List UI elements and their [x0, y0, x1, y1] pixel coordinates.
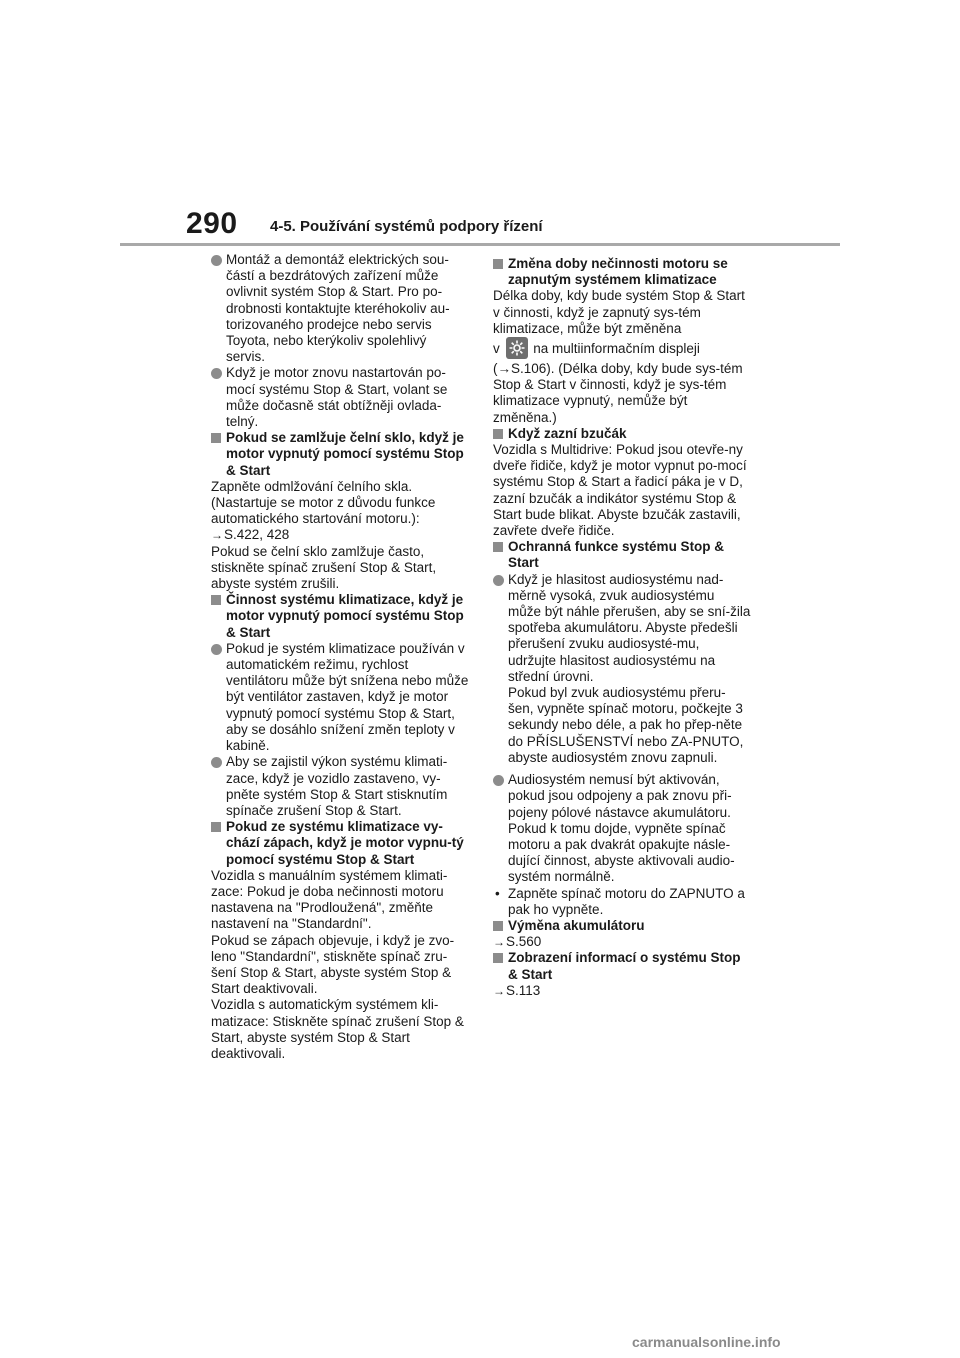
- page-reference: [493, 934, 751, 950]
- bullet-item: Když je motor znovu nastartován po-mocí systému Stop & Start, volant se může dočasně stát obtížněji ovlada-telný.: [211, 365, 469, 430]
- section-heading: Ochranná funkce systému Stop & Start: [493, 539, 751, 571]
- paragraph: Vozidla s manuálním systémem klimati-zace: Pokud je doba nečinnosti motoru nastavena na "Prodloužená", změňte nastavení na "Standardní".: [211, 867, 448, 932]
- section-heading: Pokud se zamlžuje čelní sklo, když je motor vypnutý pomocí systému Stop & Start: [211, 430, 469, 479]
- inline-text: v: [493, 341, 500, 357]
- paragraph: Délka doby, kdy bude systém Stop & Start v činnosti, když je zapnutý sys-tém klimatizace, může být změněna: [493, 288, 745, 336]
- section-title: 4-5. Používání systémů podpory řízení: [270, 218, 543, 235]
- paragraph: Vozidla s Multidrive: Pokud jsou otevře-ny dveře řidiče, když je motor vypnut po-mocí systému Stop & Start a řadicí páka je v D, zazní bzučák a indikátor systému Stop & Start bude blikat. Abyste bzučák zastavili, zavřete dveře řidiče.: [493, 442, 747, 539]
- page-number: 290: [186, 207, 238, 240]
- bullet-item: Audiosystém nemusí být aktivován, pokud jsou odpojeny a pak znovu při-pojeny pólové nástavce akumulátoru. Pokud k tomu dojde, vypněte spínač motoru a pak dvakrát opakujte násle-dující činnost, abyste aktivovali audio-systém normálně.: [493, 772, 751, 885]
- page-reference: [211, 527, 469, 543]
- bullet-item: Když je hlasitost audiosystému nad-měrně vysoká, zvuk audiosystému může být náhle přerušen, aby se sní-žila spotřeba akumulátoru. Abyste předešli přerušení zvuku audiosysté-mu, udržujte hlasitost audiosystému na střední úrovni.: [493, 572, 751, 685]
- section-heading: Výměna akumulátoru: [493, 918, 751, 934]
- right-column: [493, 252, 751, 999]
- section-heading: Pokud ze systému klimatizace vy-chází zápach, když je motor vypnu-tý pomocí systému Stop & Start: [211, 819, 469, 868]
- section-heading: Když zazní bzučák: [493, 426, 751, 442]
- paragraph-with-icon: [493, 337, 751, 359]
- bullet-item: Aby se zajistil výkon systému klimati-zace, když je vozidlo zastaveno, vy-pněte systém Stop & Start stisknutím spínače zrušení Stop & Start.: [211, 754, 469, 819]
- arrow-icon: →: [493, 983, 505, 998]
- paragraph: Zapněte odmlžování čelního skla. (Nastartuje se motor z důvodu funkce automatického startování motoru.):: [211, 478, 436, 527]
- page-reference: [493, 983, 751, 999]
- reference-text: S.422, 428: [224, 527, 290, 543]
- reference-text: S.113: [506, 982, 541, 998]
- bullet-item: Montáž a demontáž elektrických sou-částí a bezdrátových zařízení může ovlivnit systém Stop & Start. Pro po-drobnosti kontaktujte kteréhokoliv au-torizovaného prodejce nebo servis Toyota, nebo kterýkoliv spolehlivý servis.: [211, 252, 469, 365]
- gear-icon: [506, 337, 528, 359]
- section-heading: Činnost systému klimatizace, když je motor vypnutý pomocí systému Stop & Start: [211, 592, 469, 641]
- reference-text: S.560: [506, 934, 542, 950]
- header-divider: [120, 243, 840, 246]
- paragraph: (→S.106). (Délka doby, kdy bude sys-tém Stop & Start v činnosti, když je sys-tém klimatizace vypnutý, nemůže být změněna.): [493, 361, 743, 425]
- section-heading: Změna doby nečinnosti motoru se zapnutým systémem klimatizace: [493, 256, 751, 288]
- sub-list-item: • Zapněte spínač motoru do ZAPNUTO a pak ho vypněte.: [493, 886, 751, 918]
- left-column: [211, 252, 469, 1062]
- inline-text: na multiinformačním displeji: [533, 341, 700, 357]
- section-heading: Zobrazení informací o systému Stop & Start: [493, 950, 751, 982]
- arrow-icon: →: [493, 935, 505, 950]
- page-header: [120, 207, 840, 246]
- bullet-continuation: Pokud byl zvuk audiosystému přeru-šen, vypněte spínač motoru, počkejte 3 sekundy nebo déle, a pak ho přep-něte do PŘÍSLUŠENSTVÍ nebo ZA-PNUTO, abyste audiosystém znovu zapnuli.: [508, 685, 744, 765]
- watermark: carmanualsonline.info: [632, 1334, 781, 1350]
- paragraph: Pokud se zápach objevuje, i když je zvo-leno "Standardní", stiskněte spínač zru-šení Stop & Start, abyste systém Stop & Start deaktivovali.: [211, 932, 455, 997]
- bullet-item: Pokud je systém klimatizace používán v automatickém režimu, rychlost ventilátoru může být snížena nebo může být ventilátor zastaven, když je motor vypnutý pomocí systému Stop & Start, aby se dosáhlo snížení změn teploty v kabině.: [211, 641, 469, 754]
- arrow-icon: →: [211, 528, 223, 543]
- paragraph: Pokud se čelní sklo zamlžuje často, stiskněte spínač zrušení Stop & Start, abyste systém zrušili.: [211, 543, 437, 592]
- paragraph: Vozidla s automatickým systémem kli-matizace: Stiskněte spínač zrušení Stop & Start, abyste systém Stop & Start deaktivovali.: [211, 997, 464, 1061]
